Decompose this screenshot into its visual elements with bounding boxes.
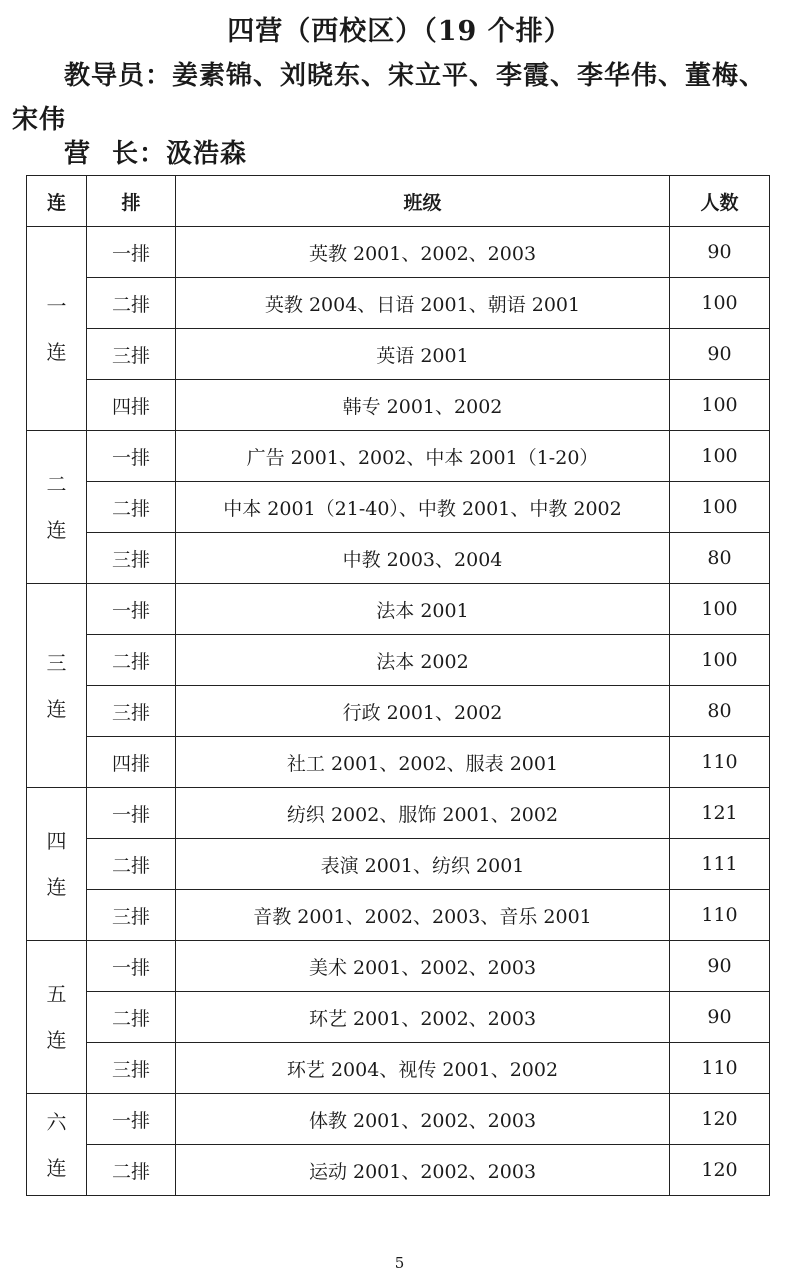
- platoon-cell: 一排: [87, 941, 176, 992]
- table-row: [27, 431, 770, 482]
- commander-line: [64, 136, 247, 172]
- classes-cell: 美术 2001、2002、2003: [176, 941, 670, 992]
- platoon-cell: 二排: [87, 839, 176, 890]
- table-row: [27, 1145, 770, 1196]
- header-count: 人数: [670, 176, 770, 227]
- classes-cell: 中教 2003、2004: [176, 533, 670, 584]
- count-cell: 120: [670, 1094, 770, 1145]
- table-row: [27, 890, 770, 941]
- count-cell: 121: [670, 788, 770, 839]
- classes-cell: 行政 2001、2002: [176, 686, 670, 737]
- platoon-cell: 三排: [87, 533, 176, 584]
- commander-label-b: 长：: [112, 139, 167, 169]
- table-row: [27, 788, 770, 839]
- instructors-line: 教导员：姜素锦、刘晓东、宋立平、李霞、李华伟、董梅、宋伟: [12, 61, 767, 135]
- classes-cell: 英教 2001、2002、2003: [176, 227, 670, 278]
- company-cell: [27, 584, 87, 788]
- table-row: [27, 227, 770, 278]
- table-row: [27, 278, 770, 329]
- classes-cell: 英教 2004、日语 2001、朝语 2001: [176, 278, 670, 329]
- table-row: [27, 992, 770, 1043]
- header-company: 连: [27, 176, 87, 227]
- company-name: 五连: [46, 982, 67, 1052]
- count-cell: 100: [670, 431, 770, 482]
- table-body: [27, 227, 770, 1196]
- page-number: 5: [394, 1254, 405, 1272]
- platoon-cell: 三排: [87, 686, 176, 737]
- count-cell: 110: [670, 1043, 770, 1094]
- count-cell: 100: [670, 584, 770, 635]
- classes-cell: 纺织 2002、服饰 2001、2002: [176, 788, 670, 839]
- commander-label-a: 营: [64, 139, 113, 169]
- platoon-cell: 二排: [87, 1145, 176, 1196]
- classes-cell: 英语 2001: [176, 329, 670, 380]
- platoon-cell: 四排: [87, 737, 176, 788]
- classes-cell: 环艺 2004、视传 2001、2002: [176, 1043, 670, 1094]
- classes-cell: 法本 2001: [176, 584, 670, 635]
- platoon-cell: 一排: [87, 1094, 176, 1145]
- header-platoon: 排: [87, 176, 176, 227]
- company-cell: [27, 227, 87, 431]
- company-cell: [27, 431, 87, 584]
- count-cell: 111: [670, 839, 770, 890]
- count-cell: 110: [670, 737, 770, 788]
- company-name: 三连: [46, 650, 67, 721]
- classes-cell: 广告 2001、2002、中本 2001（1-20）: [176, 431, 670, 482]
- classes-cell: 中本 2001（21-40）、中教 2001、中教 2002: [176, 482, 670, 533]
- table-row: [27, 941, 770, 992]
- page-title: 四营（西校区）（19 个排）: [227, 16, 572, 47]
- table-row: [27, 635, 770, 686]
- company-name: 一连: [46, 293, 67, 364]
- count-cell: 120: [670, 1145, 770, 1196]
- classes-cell: 韩专 2001、2002: [176, 380, 670, 431]
- classes-cell: 环艺 2001、2002、2003: [176, 992, 670, 1043]
- commander-name: 汲浩森: [166, 139, 248, 169]
- platoon-cell: 一排: [87, 431, 176, 482]
- table-row: [27, 380, 770, 431]
- classes-cell: 体教 2001、2002、2003: [176, 1094, 670, 1145]
- count-cell: 100: [670, 482, 770, 533]
- count-cell: 80: [670, 533, 770, 584]
- table-row: [27, 737, 770, 788]
- platoon-cell: 三排: [87, 890, 176, 941]
- classes-cell: 表演 2001、纺织 2001: [176, 839, 670, 890]
- company-cell: [27, 1094, 87, 1196]
- table-row: [27, 533, 770, 584]
- platoon-cell: 三排: [87, 329, 176, 380]
- platoon-cell: 三排: [87, 1043, 176, 1094]
- company-name: 六连: [46, 1109, 67, 1180]
- classes-cell: 运动 2001、2002、2003: [176, 1145, 670, 1196]
- table-row: [27, 482, 770, 533]
- platoon-cell: 一排: [87, 788, 176, 839]
- company-name: 四连: [46, 829, 67, 899]
- count-cell: 90: [670, 329, 770, 380]
- table-row: [27, 1094, 770, 1145]
- platoon-cell: 一排: [87, 227, 176, 278]
- table-row: [27, 839, 770, 890]
- company-cell: [27, 941, 87, 1094]
- classes-cell: 法本 2002: [176, 635, 670, 686]
- header-classes: 班级: [176, 176, 670, 227]
- platoon-cell: 二排: [87, 992, 176, 1043]
- count-cell: 80: [670, 686, 770, 737]
- count-cell: 100: [670, 635, 770, 686]
- count-cell: 110: [670, 890, 770, 941]
- roster-table: [26, 175, 770, 1196]
- table-row: [27, 329, 770, 380]
- company-cell: [27, 788, 87, 941]
- table-row: [27, 686, 770, 737]
- classes-cell: 音教 2001、2002、2003、音乐 2001: [176, 890, 670, 941]
- table-row: [27, 1043, 770, 1094]
- count-cell: 90: [670, 992, 770, 1043]
- count-cell: 100: [670, 380, 770, 431]
- count-cell: 90: [670, 941, 770, 992]
- table-row: [27, 584, 770, 635]
- classes-cell: 社工 2001、2002、服表 2001: [176, 737, 670, 788]
- count-cell: 100: [670, 278, 770, 329]
- count-cell: 90: [670, 227, 770, 278]
- table-header-row: [27, 176, 770, 227]
- platoon-cell: 二排: [87, 482, 176, 533]
- platoon-cell: 二排: [87, 278, 176, 329]
- platoon-cell: 四排: [87, 380, 176, 431]
- company-name: 二连: [46, 472, 67, 542]
- platoon-cell: 二排: [87, 635, 176, 686]
- platoon-cell: 一排: [87, 584, 176, 635]
